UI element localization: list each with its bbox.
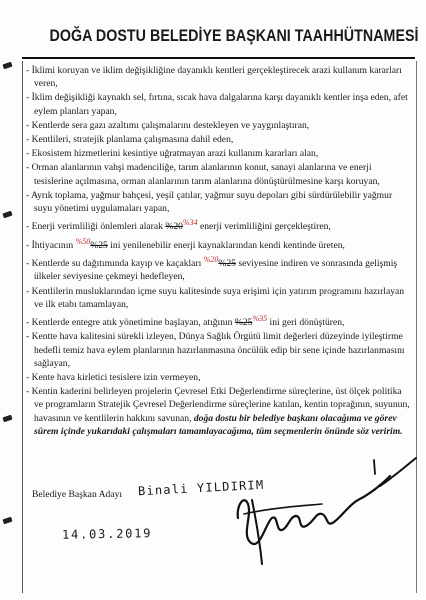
list-item-closing: - Kentin kaderini belirleyen projelerin Çevresel Etki Değerlendirme süreçlerine, üst ölçek politika ve programların Stratejik Çevresel Değerlendirme süreçlerine katılan, kentin toprağının, suyunun, havasının ve kentlilerin hakkını savunan, doğa dostu bir belediye başkanı olacağıma ve görev sürem içinde yukarıdaki çalışmaları tamamlayacağıma, tüm seçmenlerin önünde söz veririm. (26, 386, 410, 437)
handwritten-name: Binali YILDIRIM (137, 477, 265, 499)
list-item: - İklimi koruyan ve iklim değişikliğine dayanıklı kentleri gerçekleştirecek arazi kullanım kararları veren, (26, 65, 402, 90)
list-item: - Orman alanlarının vahşi madenciliğe, tarım alanlarının konut, sanayi alanlarına ve enerji tesislerine açılmasına, orman alanlarının tarım alanlarına dönüştürülmesine karşı koruyan, (26, 162, 380, 187)
margin-mark (2, 62, 12, 70)
list-item: - Kente hava kirletici tesislere izin vermeyen, (26, 372, 201, 384)
handwritten-correction: %20 (203, 255, 219, 265)
closing-statement: doğa dostu bir belediye başkanı olacağıma ve görev sürem içinde yukarıdaki çalışmaları tamamlayacağıma, tüm seçmenlerin önünde söz veririm. (34, 412, 403, 437)
struck-value: %25 (218, 258, 236, 270)
handwritten-correction: %34 (182, 218, 198, 228)
handwritten-correction: %35 (252, 314, 268, 324)
struck-value: %25 (234, 317, 253, 329)
struck-value: %25 (90, 239, 108, 251)
list-item: - Kentte hava kalitesini sürekli izleyen, Dünya Sağlık Örgütü limit değerleri düzeyinde iyileştirme hedefli temiz hava eylem planlarının hazırlanmasına öncülük edip bir sene içinde hazırlanmasını sağlayan, (26, 331, 405, 369)
handwritten-correction: %50 (75, 236, 91, 246)
signature-icon (230, 456, 420, 576)
page-title: DOĞA DOSTU BELEDİYE BAŞKANI TAAHHÜTNAMESİ (49, 27, 419, 45)
list-item-energy: - Enerji verimliliği önlemleri alarak $\%20^{\%34}$ enerji verimliliğini gerçekleştiren, (26, 218, 331, 233)
pledge-list (26, 64, 411, 438)
margin-mark (2, 415, 12, 423)
list-item: - Ayrık toplama, yağmur bahçesi, yeşil çatılar, yağmur suyu depoları gibi sürdürülebilir yağmur suyu yönetimi uygulamaları yapan, (26, 189, 393, 215)
margin-mark (2, 517, 12, 525)
list-item-renewable: - İhtiyacının $^{\%50}$%25 ini yenilenebilir enerji kaynaklarından kendi kentinde üreten, (26, 236, 345, 251)
margin-mark (2, 211, 12, 219)
list-item: - Kentlilerin musluklarından içme suyu kalitesinde suya erişimi için yatırım programını hazırlayan ve ilk etabı tamamlayan, (26, 285, 405, 310)
struck-value: %20 (165, 221, 183, 233)
list-item: - İklim değişikliği kaynaklı sel, fırtına, sıcak hava dalgalarına karşı dayanıklı kentler inşa eden, afet eylem planları yapan, (26, 92, 408, 117)
list-item: - Kentlerde sera gazı azaltımı çalışmalarını destekleyen ve yaygınlaştıran, (26, 119, 310, 131)
list-item: - Ekosistem hizmetlerini kesintiye uğratmayan arazi kullanım kararları alan, (26, 148, 319, 160)
title-underline (22, 57, 415, 59)
list-item: - Kentlileri, stratejik planlama çalışmasına dahil eden, (26, 134, 234, 146)
handwritten-date: 14.03.2019 (61, 526, 153, 542)
signature-label: Belediye Başkan Adayı (32, 489, 123, 500)
list-item-waste: - Kentlerde entegre atık yönetimine başlayan, atığının $\%25^{\%35}$ ini geri dönüştüren, (26, 314, 345, 329)
list-item-water: - Kentlerde su dağıtımında kayıp ve kaçakları $^{\%20}$%25 seviyesine indiren ve sonrasında gelişmiş ülkeler seviyesine çekmeyi hedefleyen, (26, 255, 398, 283)
